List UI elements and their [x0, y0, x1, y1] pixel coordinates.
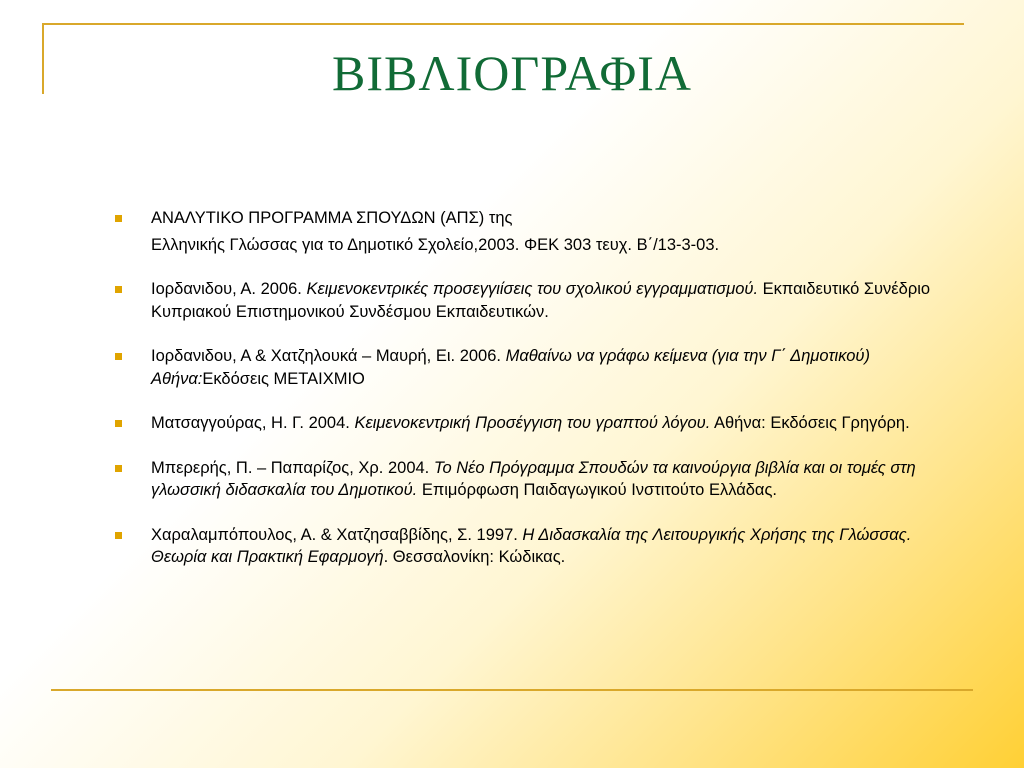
bullet-icon — [115, 286, 122, 293]
reference-publisher: Εκπαιδευτικό Συνέδριο Κυπριακού Επιστημονικού Συνδέσμου Εκπαιδευτικών. — [151, 280, 931, 321]
bibliography-item — [112, 278, 942, 323]
bibliography-list — [112, 207, 942, 569]
reference-authors: Ιορδανιδου, Α & Χατζηλουκά – Μαυρή, Ει. 2006. — [151, 347, 506, 365]
top-rule — [42, 23, 964, 25]
reference-publisher: Αθήνα: Εκδόσεις Γρηγόρη. — [710, 414, 910, 432]
slide-title: ΒΙΒΛΙΟΓΡΑΦΙΑ — [332, 45, 692, 101]
reference-title: Η Διδασκαλία της Λειτουργικής Χρήσης της Γλώσσας. Θεωρία και Πρακτική Εφαρμογή — [151, 525, 912, 566]
reference-title: Κειμενοκεντρικές προσεγγιίσεις του σχολικού εγγραμματισμού. — [306, 280, 759, 298]
bullet-icon — [115, 532, 122, 539]
reference-authors: Χαραλαμπόπουλος, Α. & Χατζησαββίδης, Σ. 1997. — [151, 525, 523, 544]
reference-authors: Μπερερής, Π. – Παπαρίζος, Χρ. 2004. — [151, 458, 434, 477]
reference-authors: Ιορδανιδου, Α. 2006. — [151, 280, 307, 298]
reference-publisher: Εκδόσεις ΜΕΤΑΙΧΜΙΟ — [202, 369, 365, 388]
bullet-icon — [115, 215, 122, 222]
bullet-icon — [115, 353, 122, 360]
bullet-icon — [115, 465, 122, 472]
bibliography-item — [112, 524, 942, 569]
reference-title: Το Νέο Πρόγραμμα Σπουδών τα καινούργια βιβλία και οι τομές στη γλωσσική διδασκαλία του Δημοτικού. — [151, 458, 916, 499]
bibliography-item — [112, 345, 942, 390]
reference-text-continuation: Ελληνικής Γλώσσας για το Δημοτικό Σχολείο,2003. ΦΕΚ 303 τευχ. Β΄/13-3-03. — [151, 235, 720, 254]
bullet-icon — [115, 420, 122, 427]
reference-publisher: . Θεσσαλονίκη: Κώδικας. — [383, 548, 566, 566]
bibliography-item — [112, 412, 942, 435]
reference-title: Μαθαίνω να γράφω κείμενα (για την Γ΄ Δημοτικού) Αθήνα: — [151, 347, 870, 388]
reference-text: ΑΝΑΛΥΤΙΚΟ ΠΡΟΓΡΑΜΜΑ ΣΠΟΥΔΩΝ (ΑΠΣ) της — [151, 209, 513, 227]
reference-publisher: Επιμόρφωση Παιδαγωγικού Ινστιτούτο Ελλάδας. — [417, 481, 777, 499]
reference-authors: Ματσαγγούρας, Η. Γ. 2004. — [151, 414, 355, 432]
bottom-rule — [51, 689, 973, 691]
bibliography-item — [112, 457, 942, 502]
bibliography-item — [112, 207, 942, 256]
reference-title: Κειμενοκεντρική Προσέγγιση του γραπτού λόγου. — [354, 414, 711, 432]
